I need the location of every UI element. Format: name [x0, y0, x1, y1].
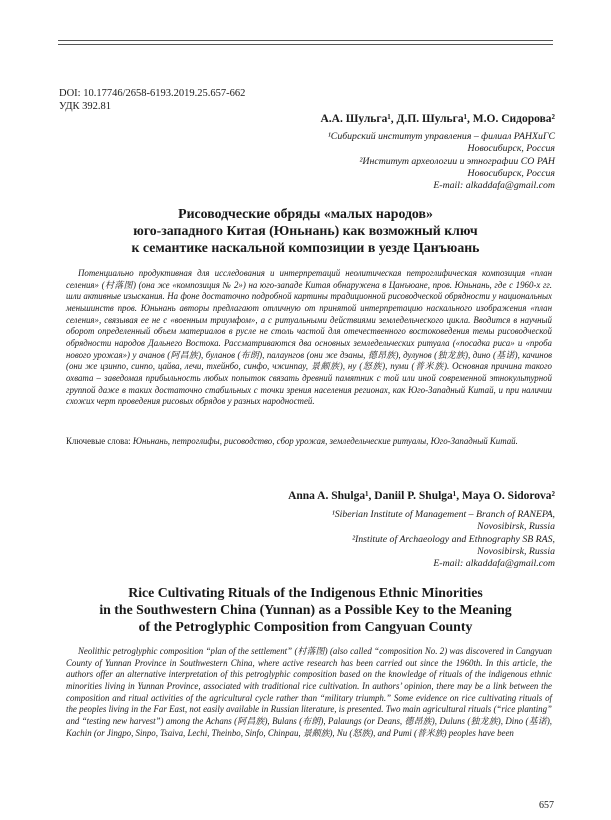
ru-authors: А.А. Шульга¹, Д.П. Шульга¹, М.О. Сидорова²: [320, 113, 555, 125]
en-authors: Anna A. Shulga¹, Daniil P. Shulga¹, Maya O. Sidorova²: [288, 490, 555, 502]
ru-keywords: [66, 436, 552, 448]
ru-affiliations: [328, 131, 555, 192]
en-abstract: Neolithic petroglyphic composition “plan of the settlement” (村落图) (also called “composition No. 2) was discovered in Cangyuan County of Yunnan Province in Southwestern China, where active research has been carried out since the 1960th. In this article, the authors offer an alternative interpretation of this petroglyphic composition based on the knowledge of rituals of the indigenous ethnic minorities living in Yunnan Province, associated with traditional rice cultivation. In authors’ opinion, there may be a link between the composition and ritual activities of the agricultural cycle rather than “military triumph.” Some evidence on rice cultivating rituals of the peoples living in the Far East, not easily available in Russian literature, is presented. Two main agricultural rituals (“rice planting” and “testing new harvest”) among the Achans (阿昌族), Bulans (布朗), Palaungs (or Deans, 德昂族), Duluns (独龙族), Dino (基诺), Kachin (or Jingpo, Sinpo, Tsaiva, Lechi, Theinbo, Sinfo, Chinpau, 景颇族), Nu (怒族), and Pumi (普米族) peoples have been: [66, 646, 552, 738]
ru-affiliation-line: Новосибирск, Россия: [467, 167, 555, 179]
en-title-line: Rice Cultivating Rituals of the Indigenous Ethnic Minorities: [128, 585, 483, 600]
ru-title-line: Рисоводческие обряды «малых народов»: [178, 206, 433, 221]
en-title-line: in the Southwestern China (Yunnan) as a Possible Key to the Meaning: [99, 602, 512, 617]
ru-title: [58, 205, 553, 256]
udk: УДК 392.81: [59, 101, 112, 112]
ru-affiliation-line: Новосибирск, Россия: [467, 143, 555, 155]
ru-email: E-mail: alkaddafa@gmail.com: [433, 180, 555, 192]
ru-affiliation-line: ²Институт археологии и этнографии СО РАН: [359, 155, 555, 167]
ru-title-line: юго-западного Китая (Юньнань) как возможный ключ: [133, 223, 478, 238]
en-affiliation-line: Novosibirsk, Russia: [477, 521, 555, 533]
ru-keywords-text: Юньнань, петроглифы, рисоводство, сбор урожая, земледельческие ритуалы, Юго-Западный Китай.: [132, 436, 518, 446]
header-rule-top: [58, 40, 553, 41]
en-title-line: of the Petroglyphic Composition from Cangyuan County: [138, 619, 473, 634]
ru-abstract: Потенциально продуктивная для исследования и интерпретаций неолитическая петроглифическая композиция «план селения» (村落图) (она же «композиция № 2») на юго-западе Китая обнаружена в Цанъюане, пров. Юньнань, где с 1960-х гг. шли активные изыскания. На фоне достаточно подробной картины традиционной рисоводческой обрядности у национальных меньшинств пров. Юньнань авторы предлагают отличную от принятой интерпретацию наскального изображения «план селения», связывая ее не с «военным триумфом», а с ритуальными действиями земледельческого цикла. Вводится в научный оборот определенный объем материалов в русле не столь частой для отечественного востоковедения темы рисоводческой обрядности народов Дальнего Востока. Рассматриваются два основных земледельческих ритуала («посадка риса» и «проба нового урожая») у ачанов (阿昌族), буланов (布朗), палаунгов (они же дэаны, 德昂族), дулунов (独龙族), дино (基诺), качинов (они же цзинпо, синпо, цайва, лечи, тхейнбо, синфо, чжинпау, 景颇族), ну (怒族), пуми (普米族). Основная причина такого охвата – заведомая прибыльность любых попыток связать древний памятник с той или иной современной этнокультурной группой даже в таких достаточно стабильных с точки зрения населения регионах, как Юго-Западный Китай, и при наличии схожих черт проведения рисовых обрядов у разных народностей.: [66, 268, 552, 407]
en-affiliations: [332, 509, 555, 570]
page-number: 657: [539, 800, 554, 811]
ru-title-line: к семантике наскальной композиции в уезде Цанъюань: [131, 240, 480, 255]
en-affiliation-line: ¹Siberian Institute of Management – Branch of RANEPA,: [331, 509, 555, 520]
header-rule-bottom: [58, 44, 553, 45]
en-affiliation-line: ²Institute of Archaeology and Ethnography SB RAS,: [352, 533, 555, 545]
ru-affiliation-line: ¹Сибирский институт управления – филиал РАНХиГС: [327, 131, 555, 142]
doi: DOI: 10.17746/2658-6193.2019.25.657-662: [59, 88, 246, 99]
en-title: [58, 584, 553, 635]
en-email: E-mail: alkaddafa@gmail.com: [433, 558, 555, 570]
ru-keywords-label: Ключевые слова:: [66, 436, 133, 446]
en-affiliation-line: Novosibirsk, Russia: [477, 545, 555, 557]
